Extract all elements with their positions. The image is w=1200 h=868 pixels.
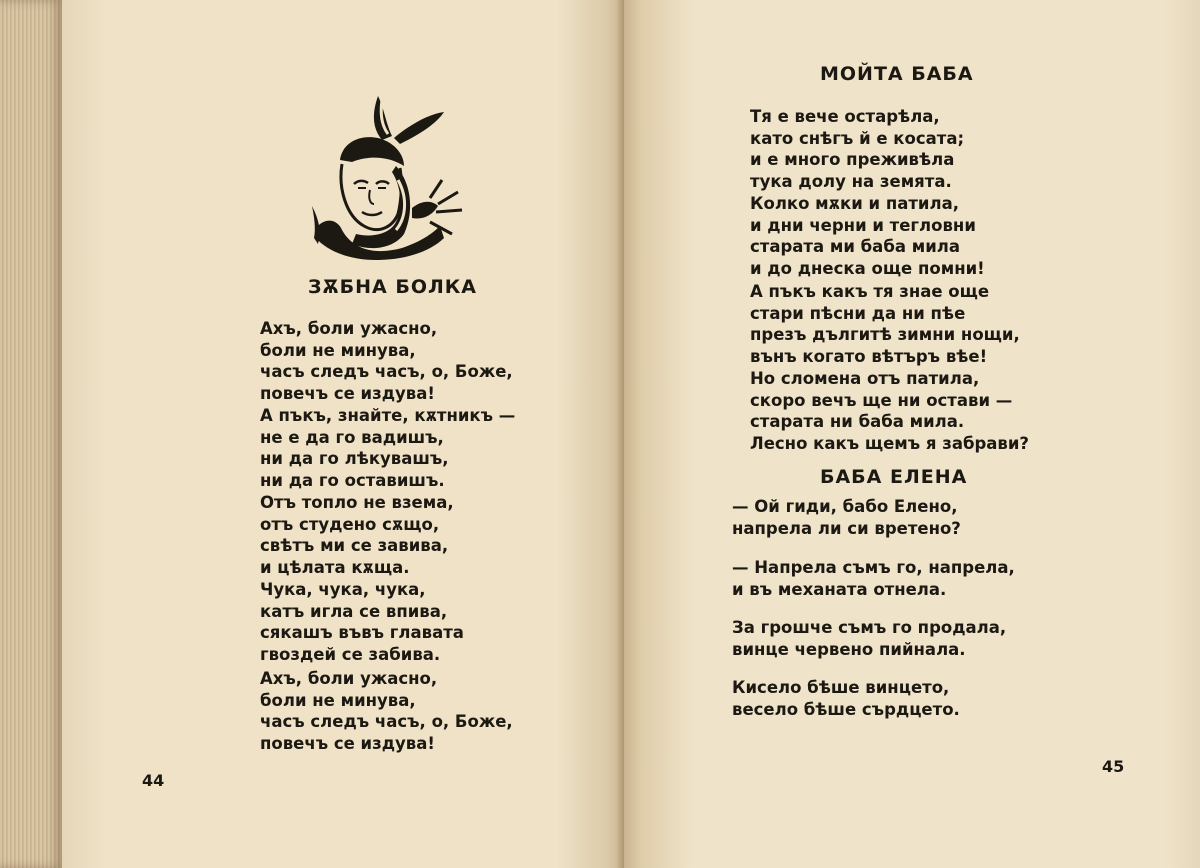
- verse-line: гвоздей се забива.: [260, 644, 441, 664]
- verse-line: стари пѣсни да ни пѣе: [750, 303, 966, 323]
- verse-line: А пъкъ, знайте, кѫтникъ —: [260, 406, 516, 425]
- verse-line: — Напрела съмъ го, напрела,: [732, 558, 1015, 577]
- left-stanza-4: [260, 579, 464, 665]
- verse-line: повечъ се издува!: [260, 383, 435, 403]
- verse-line: сякашъ въвъ главата: [260, 623, 464, 642]
- verse-line: Но сломена отъ патила,: [750, 369, 980, 388]
- verse-line: боли не минува,: [260, 690, 416, 710]
- verse-line: напрела ли си вретено?: [732, 518, 961, 538]
- verse-line: тука долу на земята.: [750, 171, 952, 191]
- verse-line: винце червено пийнала.: [732, 639, 966, 659]
- verse-line: старата ми баба мила: [750, 237, 960, 256]
- verse-line: вънъ когато вѣтъръ вѣе!: [750, 346, 988, 366]
- verse-line: Кисело бѣше винцето,: [732, 678, 950, 697]
- left-stanza-1: [260, 318, 513, 404]
- page-edges: [0, 0, 62, 868]
- right-stanza-1: [750, 106, 964, 192]
- verse-line: А пъкъ какъ тя знае още: [750, 282, 990, 301]
- verse-line: отъ студено сѫщо,: [260, 514, 440, 534]
- verse-line: Лесно какъ щемъ я забрави?: [750, 433, 1029, 453]
- verse-line: катъ игла се впива,: [260, 601, 448, 621]
- verse-line: старата ни баба мила.: [750, 412, 965, 431]
- left-stanza-5: [260, 668, 513, 754]
- verse-line: и въ механата отнела.: [732, 579, 947, 599]
- verse-line: Чука, чука, чука,: [260, 580, 426, 599]
- page-number-left: 44: [142, 771, 165, 790]
- verse-line: повечъ се издува!: [260, 733, 435, 753]
- verse-line: презъ дългитѣ зимни нощи,: [750, 325, 1020, 344]
- poem-title-right-2: БАБА ЕЛЕНА: [820, 466, 968, 488]
- poem-title-right: МОЙТА БАБА: [820, 63, 974, 85]
- verse-line: Колко мѫки и патила,: [750, 194, 959, 213]
- right-stanza-8: [732, 677, 960, 720]
- verse-line: часъ следъ часъ, о, Боже,: [260, 362, 513, 381]
- right-stanza-2: [750, 193, 985, 279]
- verse-line: Тя е вече остарѣла,: [750, 107, 940, 126]
- verse-line: и до днеска още помни!: [750, 258, 985, 278]
- verse-line: часъ следъ часъ, о, Боже,: [260, 712, 513, 731]
- verse-line: свѣтъ ми се завива,: [260, 536, 449, 555]
- right-stanza-6: [732, 557, 1015, 600]
- page-number-right: 45: [1102, 757, 1125, 776]
- verse-line: Отъ топло не взема,: [260, 493, 454, 512]
- verse-line: боли не минува,: [260, 340, 416, 360]
- right-stanza-7: [732, 617, 1006, 660]
- left-stanza-2: [260, 405, 515, 491]
- verse-line: — Ой гиди, бабо Елено,: [732, 497, 958, 516]
- right-stanza-3: [750, 281, 1020, 367]
- verse-line: весело бѣше сърдцето.: [732, 699, 960, 719]
- verse-line: и цѣлата кѫща.: [260, 557, 410, 577]
- verse-line: като снѣгъ й е косата;: [750, 128, 965, 148]
- poem-title-left: ЗѪБНА БОЛКА: [308, 276, 478, 298]
- right-stanza-5: [732, 496, 961, 539]
- verse-line: За грошче съмъ го продала,: [732, 618, 1007, 637]
- right-stanza-4: [750, 368, 1029, 454]
- left-stanza-3: [260, 492, 454, 578]
- verse-line: и дни черни и тегловни: [750, 215, 976, 235]
- verse-line: Ахъ, боли ужасно,: [260, 669, 438, 688]
- verse-line: ни да го лѣкувашъ,: [260, 449, 449, 468]
- verse-line: не е да го вадишъ,: [260, 427, 444, 447]
- verse-line: ни да го оставишъ.: [260, 470, 445, 490]
- person-with-headscarf-toothache-icon: [312, 88, 464, 260]
- verse-line: Ахъ, боли ужасно,: [260, 319, 438, 338]
- verse-line: скоро вечъ ще ни остави —: [750, 390, 1013, 410]
- verse-line: и е много преживѣла: [750, 150, 955, 169]
